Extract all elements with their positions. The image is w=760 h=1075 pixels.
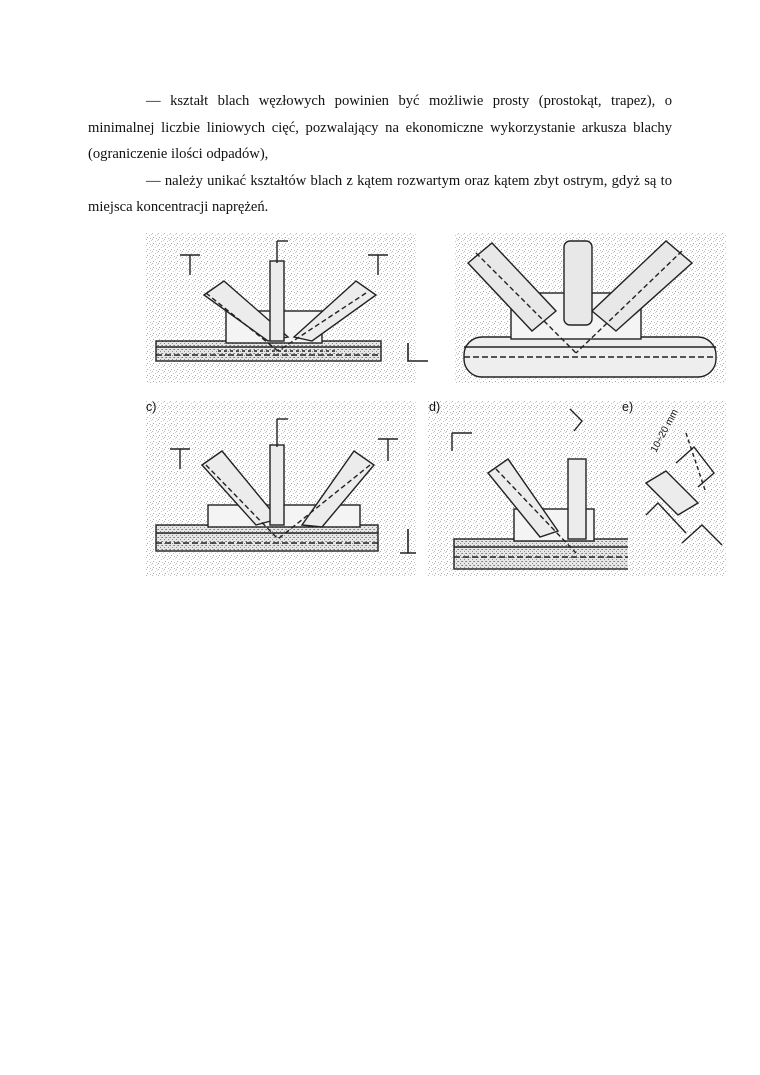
- dimension-label: 10÷20 mm: [648, 407, 681, 455]
- panel-c: [146, 400, 416, 576]
- label-e: e): [622, 400, 634, 414]
- label-d: d): [429, 400, 441, 414]
- panel-a: [146, 233, 428, 383]
- label-c: c): [146, 400, 157, 414]
- paragraph-2: — należy unikać kształtów blach z kątem rozwartym oraz kątem zbyt ostrym, gdyż są to miejsca koncentracji naprężeń.: [88, 172, 672, 216]
- panel-e: [622, 400, 726, 576]
- panel-b: [454, 233, 726, 383]
- truss-joint-figure: [146, 233, 726, 578]
- paragraph-1: — kształt blach węzłowych powinien być możliwie prosty (prostokąt, trapez), o minimalnej liczbie liniowych cięć, pozwalający na ekonomiczne wykorzystanie arkusza blachy (ograniczenie ilości odpadów),: [88, 93, 672, 163]
- panel-d: [428, 400, 644, 576]
- body-text: [88, 88, 672, 221]
